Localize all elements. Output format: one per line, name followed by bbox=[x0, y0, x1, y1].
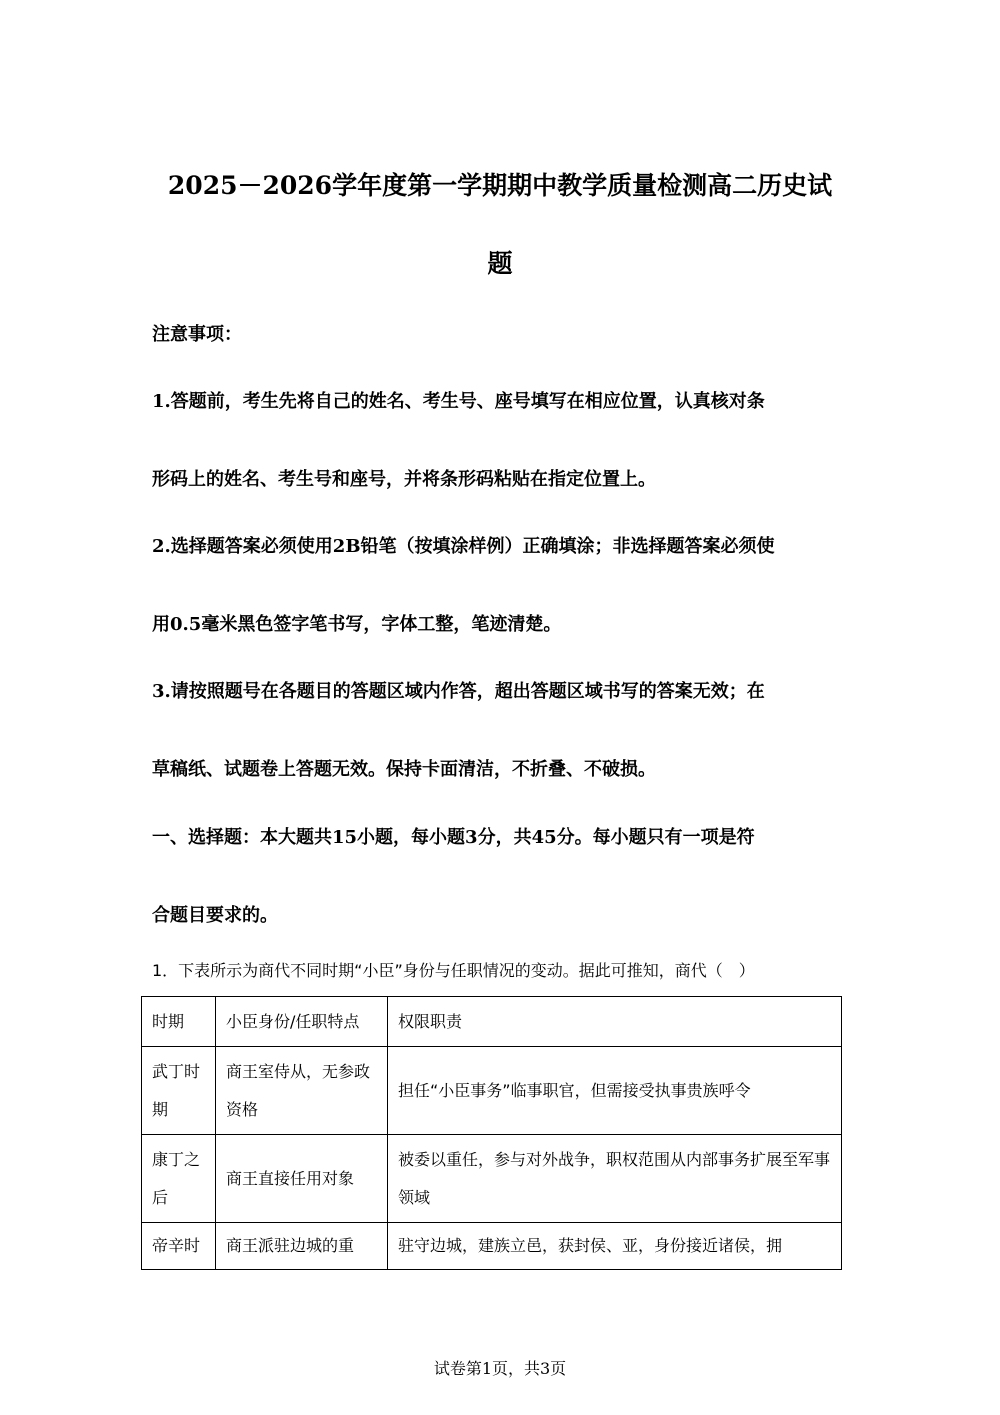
question-1-stem: 1．下表所示为商代不同时期“小臣”身份与任职情况的变动。据此可推知，商代（ ） bbox=[152, 961, 755, 980]
notice-line-5: 3.请按照题号在各题目的答题区域内作答，超出答题区域书写的答案无效；在 bbox=[152, 681, 765, 702]
exam-title-line-2: 题 bbox=[487, 249, 513, 278]
section-heading-line-1: 一、选择题：本大题共15小题，每小题3分，共45分。每小题只有一项是符 bbox=[152, 827, 755, 848]
question-1-table bbox=[141, 996, 842, 1270]
table-header-row bbox=[142, 997, 842, 1047]
notice-heading: 注意事项： bbox=[152, 324, 242, 345]
table-header-cell: 权限职责 bbox=[388, 997, 842, 1047]
table-cell: 担任“小臣事务”临事职官，但需接受执事贵族呼令 bbox=[388, 1047, 842, 1135]
table-header-cell: 小臣身份/任职特点 bbox=[216, 997, 388, 1047]
notice-line-4: 用0.5毫米黑色签字笔书写，字体工整，笔迹清楚。 bbox=[152, 614, 562, 635]
table-cell: 帝辛时 bbox=[142, 1223, 216, 1270]
section-heading-line-2: 合题目要求的。 bbox=[152, 905, 278, 926]
table-cell: 被委以重任，参与对外战争，职权范围从内部事务扩展至军事领域 bbox=[388, 1135, 842, 1223]
notice-line-6: 草稿纸、试题卷上答题无效。保持卡面清洁，不折叠、不破损。 bbox=[152, 759, 656, 780]
notice-line-3: 2.选择题答案必须使用2B铅笔（按填涂样例）正确填涂；非选择题答案必须使 bbox=[152, 536, 775, 557]
table-cell: 商王派驻边城的重 bbox=[216, 1223, 388, 1270]
table-cell: 武丁时期 bbox=[142, 1047, 216, 1135]
table-cell: 商王直接任用对象 bbox=[216, 1135, 388, 1223]
table-row bbox=[142, 1223, 842, 1270]
page-footer: 试卷第1页，共3页 bbox=[433, 1359, 567, 1378]
table-cell: 驻守边城，建族立邑，获封侯、亚，身份接近诸侯，拥 bbox=[388, 1223, 842, 1270]
table-header-cell: 时期 bbox=[142, 997, 216, 1047]
notice-line-1: 1.答题前，考生先将自己的姓名、考生号、座号填写在相应位置，认真核对条 bbox=[152, 391, 765, 412]
table-cell: 康丁之后 bbox=[142, 1135, 216, 1223]
exam-title-line-1: 2025－2026学年度第一学期期中教学质量检测高二历史试 bbox=[167, 171, 833, 200]
table-row bbox=[142, 1135, 842, 1223]
table-row bbox=[142, 1047, 842, 1135]
table-cell: 商王室侍从，无参政资格 bbox=[216, 1047, 388, 1135]
notice-line-2: 形码上的姓名、考生号和座号，并将条形码粘贴在指定位置上。 bbox=[152, 469, 656, 490]
